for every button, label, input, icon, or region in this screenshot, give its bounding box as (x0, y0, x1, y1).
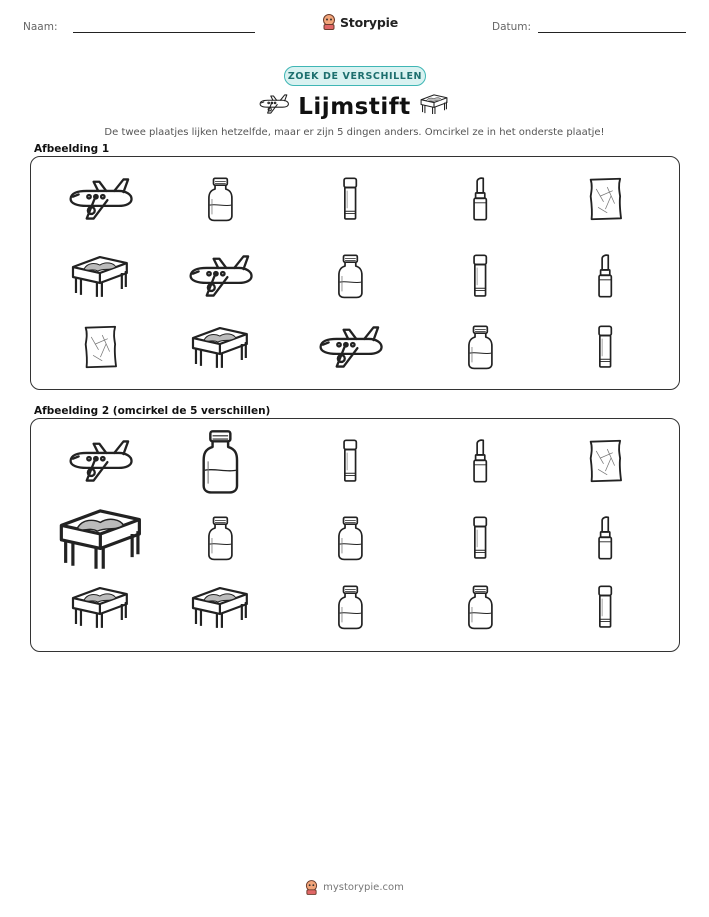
name-field[interactable] (73, 32, 255, 33)
storypie-footer-logo-icon (305, 880, 318, 895)
picture-2-label: Afbeelding 2 (omcirkel de 5 verschillen) (34, 405, 271, 417)
instructions: De twee plaatjes lijken hetzelfde, maar er zijn 5 dingen anders. Omcirkel ze in het onderste plaatje! (104, 127, 605, 138)
glue-stick-icon (471, 253, 489, 299)
jar-icon[interactable] (205, 515, 236, 561)
jar-icon (205, 176, 236, 222)
jar-icon (335, 253, 366, 299)
jar-icon[interactable] (335, 515, 366, 561)
lipstick-icon[interactable] (596, 515, 614, 561)
worksheet-type-badge: ZOEK DE VERSCHILLEN (284, 66, 426, 86)
jar-icon (465, 324, 496, 370)
picture-1-label: Afbeelding 1 (34, 143, 110, 155)
bag-icon (587, 176, 624, 222)
jar-icon[interactable] (335, 584, 366, 630)
bag-icon[interactable] (587, 438, 624, 484)
glue-stick-icon (341, 176, 359, 222)
table-icon[interactable] (190, 584, 250, 630)
airplane-icon[interactable] (66, 438, 135, 484)
brand (322, 14, 398, 30)
glue-stick-icon[interactable] (341, 438, 359, 484)
airplane-icon (316, 324, 385, 370)
brand-name: Storypie (340, 14, 398, 30)
table-icon[interactable] (57, 505, 144, 572)
date-field[interactable] (538, 32, 686, 33)
table-icon[interactable] (70, 584, 130, 630)
glue-stick-icon[interactable] (596, 584, 614, 630)
table-icon (70, 253, 130, 299)
page-title: Lijmstift (298, 94, 411, 120)
lipstick-icon (471, 176, 489, 222)
footer (0, 880, 709, 895)
storypie-logo-icon (322, 14, 336, 30)
lipstick-icon[interactable] (471, 438, 489, 484)
table-icon (190, 324, 250, 370)
jar-icon[interactable] (465, 584, 496, 630)
date-label: Datum: (492, 21, 532, 33)
glue-stick-icon (596, 324, 614, 370)
footer-url: mystorypie.com (323, 882, 404, 893)
jar-icon[interactable] (198, 428, 243, 495)
lipstick-icon (596, 253, 614, 299)
glue-stick-icon[interactable] (471, 515, 489, 561)
bag-icon (82, 324, 119, 370)
name-label: Naam: (23, 21, 58, 33)
airplane-icon (186, 253, 255, 299)
airplane-icon (66, 176, 135, 222)
table-icon (419, 93, 449, 115)
